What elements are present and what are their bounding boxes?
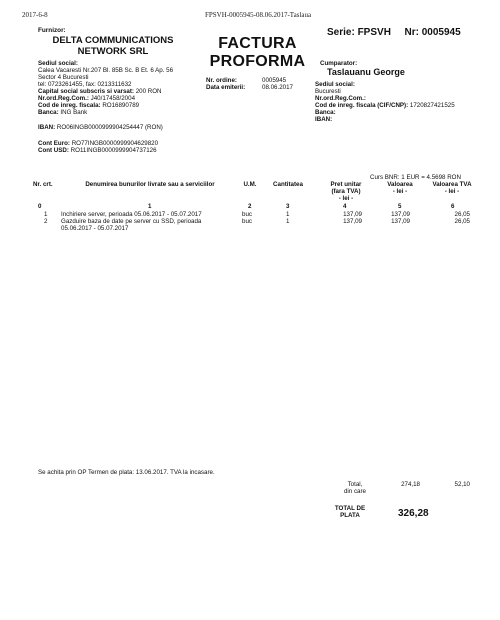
supplier-address-line1: Calea Vacaresti Nr.207 Bl. 85B Sc. B Et. 6 Ap. 56 (38, 67, 174, 74)
issue-date-label: Data emiterii: (206, 84, 246, 91)
row-vat: 26,05 (454, 211, 470, 218)
supplier-heading: Furnizor: (38, 27, 66, 34)
col-header-unit-price (318, 181, 374, 203)
row-value: 137,09 (391, 211, 410, 218)
supplier-name-line2: NETWORK SRL (77, 46, 149, 57)
buyer-name: Taslauanu George (327, 67, 405, 77)
col-header-value (375, 181, 425, 195)
row-nr: 2 (44, 218, 48, 225)
col-header-value-line1: Valoarea (387, 181, 413, 188)
row-quantity: 1 (286, 211, 290, 218)
row-description-line2: 05.06.2017 - 05.07.2017 (61, 225, 129, 232)
supplier-iban-value: RO06INGB0000999904254447 (RON) (56, 124, 163, 131)
buyer-fiscal-value: 1720827421525 (409, 102, 455, 109)
document-title-line1: FACTURA (218, 35, 297, 52)
supplier-fiscal-label: Cod de inreg. fiscala: (38, 102, 101, 109)
supplier-iban (38, 124, 163, 131)
row-description: Inchiriere server, perioada 05.06.2017 - 05.07.2017 (61, 211, 202, 218)
row-um: buc (242, 211, 252, 218)
document-filename: FPSVH-0005945-08.06.2017-Taslaua (205, 11, 312, 19)
col-header-vat-line1: Valoarea TVA (432, 181, 472, 188)
supplier-name-line1: DELTA COMMUNICATIONS (52, 35, 174, 46)
col-header-value-line2: - lei - (392, 188, 408, 196)
supplier-capital-value: 200 RON (135, 88, 162, 95)
buyer-city: Bucuresti (315, 88, 341, 95)
buyer-heading: Cumparator: (320, 60, 358, 67)
col-number-4: 4 (343, 203, 347, 210)
exchange-rate: Curs BNR: 1 EUR = 4.5698 RON (370, 174, 461, 181)
supplier-seat-label: Sediul social: (38, 60, 78, 67)
supplier-address-line2: Sector 4 Bucuresti (38, 74, 89, 81)
row-unit-price: 137,09 (343, 218, 362, 225)
grand-total-label-line1: TOTAL DE (334, 505, 366, 512)
total-vat: 52,10 (454, 481, 470, 488)
row-vat: 26,05 (454, 218, 470, 225)
supplier-phone: tel: 0723261455, fax: 0213311632 (38, 81, 132, 88)
total-label-line1: Total, (347, 481, 363, 488)
col-header-description: Denumirea bunurilor livrate sau a serviciilor (85, 181, 215, 188)
supplier-usd-label: Cont USD: (38, 147, 69, 154)
col-number-2: 2 (248, 203, 252, 210)
supplier-usd-value: RO11INGB0000999904737126 (70, 147, 157, 154)
col-header-unit-price-line1: Pret unitar (330, 181, 362, 188)
col-header-unit-price-line3: - lei - (338, 195, 354, 203)
buyer-iban-label: IBAN: (315, 116, 333, 123)
supplier-capital-label: Capital social subscris si varsat: (38, 88, 134, 95)
document-title-line2: PROFORMA (209, 53, 306, 70)
col-number-0: 0 (38, 203, 42, 210)
supplier-bank-value: ING Bank (60, 109, 88, 116)
buyer-fiscal (315, 102, 455, 109)
col-number-5: 5 (398, 203, 402, 210)
grand-total-value: 326,28 (398, 508, 429, 519)
col-header-vat (422, 181, 482, 195)
number-value: 0005945 (421, 27, 461, 38)
buyer-fiscal-label: Cod de inreg. fiscala (CIF/CNP): (315, 102, 409, 109)
supplier-bank (38, 109, 87, 116)
supplier-usd-account (38, 147, 157, 154)
col-number-3: 3 (286, 203, 290, 210)
print-date: 2017-6-8 (22, 11, 48, 19)
supplier-eur-label: Cont Euro: (38, 140, 70, 147)
col-header-um: U.M. (243, 181, 257, 188)
col-number-6: 6 (451, 203, 455, 210)
order-value: 0005945 (262, 77, 287, 84)
buyer-seat-label: Sediul social: (315, 81, 355, 88)
col-header-unit-price-line2: (fara TVA) (331, 188, 361, 196)
buyer-reg-label: Nr.ord.Reg.Com.: (315, 95, 366, 102)
row-value: 137,09 (391, 218, 410, 225)
grand-total-label-line2: PLATA (340, 512, 360, 520)
row-quantity: 1 (286, 218, 290, 225)
row-um: buc (242, 218, 252, 225)
supplier-fiscal-value: RO16890789 (102, 102, 140, 109)
total-label (335, 481, 375, 495)
series-number (327, 27, 461, 38)
payment-note: Se achita prin OP Termen de plata: 13.06.2017. TVA la incasare. (38, 469, 215, 476)
row-nr: 1 (44, 211, 48, 218)
total-value: 274,18 (401, 481, 420, 488)
document-title (200, 35, 315, 71)
col-header-quantity: Cantitatea (273, 181, 303, 188)
total-label-line2: din care (343, 488, 366, 496)
supplier-reg-value: J40/17458/2004 (90, 95, 136, 102)
supplier-eur-value: RO77INGB0000999904629820 (71, 140, 159, 147)
row-unit-price: 137,09 (343, 211, 362, 218)
series-value: FPSVH (357, 27, 391, 38)
col-number-1: 1 (148, 203, 152, 210)
row-description: Gazduire baza de date pe server cu SSD, perioada (61, 218, 202, 225)
grand-total-label (320, 505, 380, 519)
supplier-iban-label: IBAN: (38, 124, 56, 131)
supplier-reg-label: Nr.ord.Reg.Com.: (38, 95, 89, 102)
issue-date-value: 08.06.2017 (262, 84, 293, 91)
number-label: Nr: (404, 27, 419, 38)
series-label: Serie: (327, 27, 355, 38)
col-header-vat-line2: - lei - (444, 188, 460, 196)
buyer-bank-label: Banca: (315, 109, 336, 116)
supplier-name (38, 35, 188, 57)
order-label: Nr. ordine: (206, 77, 237, 84)
supplier-bank-label: Banca: (38, 109, 59, 116)
col-header-nr: Nr. crt. (33, 181, 53, 188)
